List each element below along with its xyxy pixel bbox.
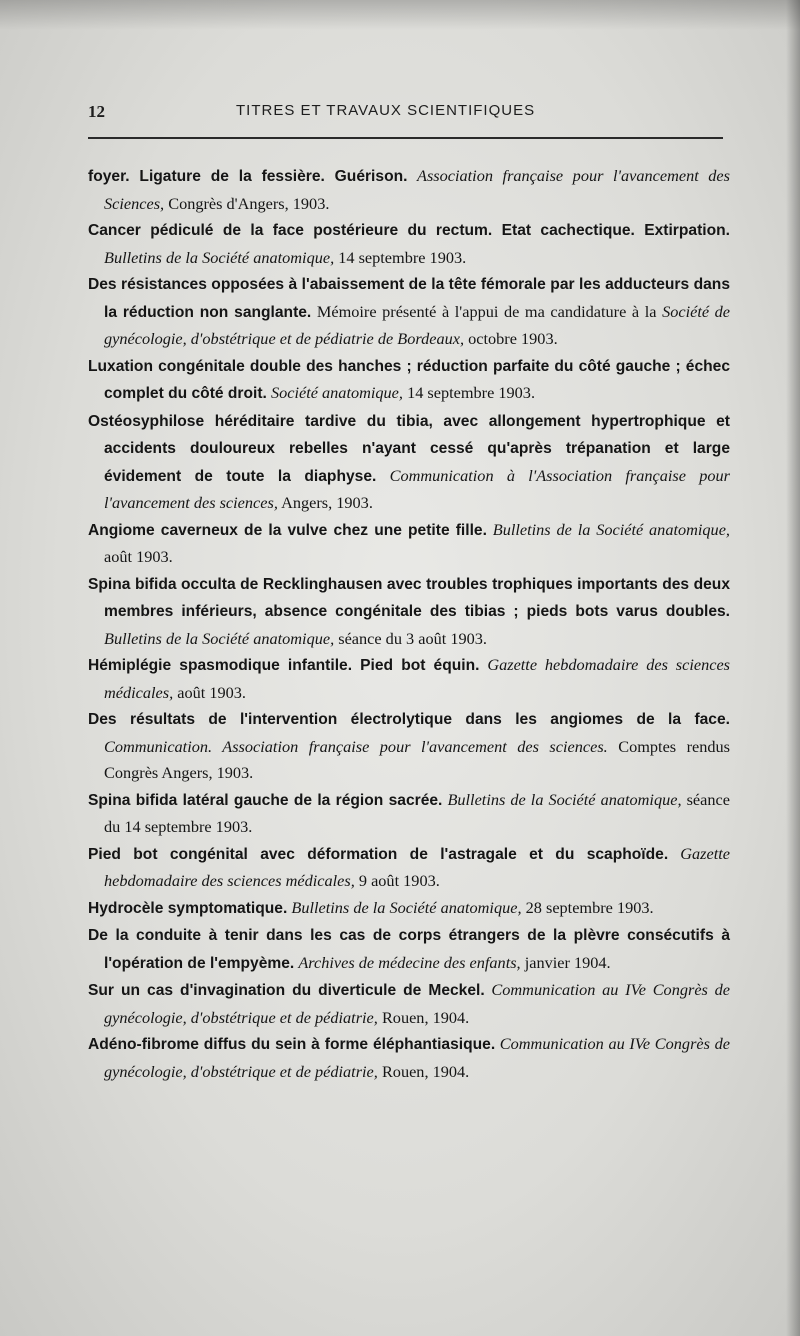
publication-entry xyxy=(88,271,730,353)
entry-source: Gazette hebdomadaire des sciences médicales, xyxy=(104,843,730,890)
entry-title: Des résultats de l'intervention électrolytique dans les angiomes de la face. xyxy=(88,711,730,728)
entry-title: Luxation congénitale double des hanches ; réduction parfaite du côté gauche ; échec complet du côté droit. xyxy=(88,357,730,402)
entry-title: De la conduite à tenir dans les cas de corps étrangers de la plèvre consécutifs à l'opération de l'empyème. xyxy=(88,927,730,972)
entry-source: Société anatomique, xyxy=(270,383,403,402)
publication-entry xyxy=(88,841,730,895)
entry-title: Cancer pédiculé de la face postérieure du rectum. Etat cachectique. Extirpation. xyxy=(88,222,730,239)
publication-entry xyxy=(88,353,730,408)
entry-detail: janvier 1904. xyxy=(524,952,611,972)
page-shadow-top xyxy=(0,0,800,30)
entry-detail: Comptes rendus Congrès Angers, 1903. xyxy=(104,736,731,782)
page-shadow-right xyxy=(786,0,800,1336)
entry-source: Bulletins de la Société anatomique, xyxy=(447,789,682,809)
publication-entry xyxy=(88,787,730,841)
entry-detail: Rouen, 1904. xyxy=(381,1007,470,1027)
header-rule xyxy=(88,137,723,139)
publication-entry xyxy=(88,217,730,271)
entry-detail: 28 septembre 1903. xyxy=(525,897,654,917)
entry-detail: Angers, 1903. xyxy=(281,493,373,512)
publication-entry xyxy=(88,895,730,923)
entry-note: Mémoire présenté à l'appui de ma candidature à la xyxy=(316,301,657,321)
entry-title: Spina bifida latéral gauche de la région sacrée. xyxy=(88,791,443,809)
entry-source: Bulletins de la Société anatomique, xyxy=(492,519,730,539)
entry-title: Spina bifida occulta de Recklinghausen avec troubles trophiques importants des deux membres inférieurs, absence congénitale des tibias ; pieds bots varus doubles. xyxy=(88,575,730,620)
publication-entry xyxy=(88,571,730,653)
publication-entry xyxy=(88,517,730,571)
entry-source: Communication au IVe Congrès de gynécologie, d'obstétrique et de pédiatrie, xyxy=(104,1034,730,1081)
entry-detail: 14 septembre 1903. xyxy=(338,247,467,267)
entry-title: Des résistances opposées à l'abaissement de la tête fémorale par les adducteurs dans la réduction non sanglante. xyxy=(88,276,730,321)
entry-source: Gazette hebdomadaire des sciences médicales, xyxy=(104,655,731,702)
publication-entry xyxy=(88,977,730,1031)
entry-detail: Congrès d'Angers, 1903. xyxy=(168,193,330,213)
entry-title: Sur un cas d'invagination du diverticule de Meckel. xyxy=(88,982,485,999)
entry-source: Bulletins de la Société anatomique, xyxy=(104,247,335,267)
page-header xyxy=(88,102,724,126)
entry-source: Bulletins de la Société anatomique, xyxy=(104,628,335,648)
entry-source: Communication au IVe Congrès de gynécologie, d'obstétrique et de pédiatrie, xyxy=(104,980,730,1027)
entry-source: Archives de médecine des enfants, xyxy=(298,952,521,972)
page-number: 12 xyxy=(88,102,105,121)
publication-entry xyxy=(88,922,730,977)
publication-entry xyxy=(88,163,730,217)
publication-entry xyxy=(88,706,730,787)
entry-detail: 14 septembre 1903. xyxy=(407,383,536,402)
publication-list xyxy=(88,163,730,1085)
entry-detail: août 1903. xyxy=(104,547,173,566)
entry-detail: séance du 14 septembre 1903. xyxy=(104,789,730,836)
running-title: TITRES ET TRAVAUX SCIENTIFIQUES xyxy=(236,102,536,119)
entry-detail: Rouen, 1904. xyxy=(381,1061,470,1081)
entry-title: Ostéosyphilose héréditaire tardive du tibia, avec allongement hypertrophique et accidents douloureux rebelles n'ayant cessé qu'après trépanation et large évidement de toute la diaphyse. xyxy=(88,412,730,485)
entry-source: Association française pour l'avancement des Sciences, xyxy=(104,166,730,213)
entry-title: foyer. Ligature de la fessière. Guérison. xyxy=(88,168,408,185)
entry-detail: séance du 3 août 1903. xyxy=(338,628,487,648)
entry-title: Pied bot congénital avec déformation de l'astragale et du scaphoïde. xyxy=(88,845,669,863)
entry-source: Communication à l'Association française pour l'avancement des sciences, xyxy=(104,465,730,512)
publication-entry xyxy=(88,1031,730,1085)
entry-detail: octobre 1903. xyxy=(468,329,558,348)
entry-title: Hydrocèle symptomatique. xyxy=(88,899,288,917)
publication-entry xyxy=(88,408,730,517)
publication-entry xyxy=(88,652,730,706)
entry-detail: août 1903. xyxy=(177,682,246,702)
entry-title: Adéno-fibrome diffus du sein à forme éléphantiasique. xyxy=(88,1036,496,1053)
entry-title: Angiome caverneux de la vulve chez une petite fille. xyxy=(88,521,487,539)
entry-source: Communication. Association française pour l'avancement des sciences. xyxy=(104,736,608,756)
entry-title: Hémiplégie spasmodique infantile. Pied bot équin. xyxy=(88,657,480,674)
entry-source: Bulletins de la Société anatomique, xyxy=(291,897,522,917)
entry-detail: 9 août 1903. xyxy=(358,871,440,890)
entry-source: Société de gynécologie, d'obstétrique et de pédiatrie de Bordeaux, xyxy=(104,301,731,348)
